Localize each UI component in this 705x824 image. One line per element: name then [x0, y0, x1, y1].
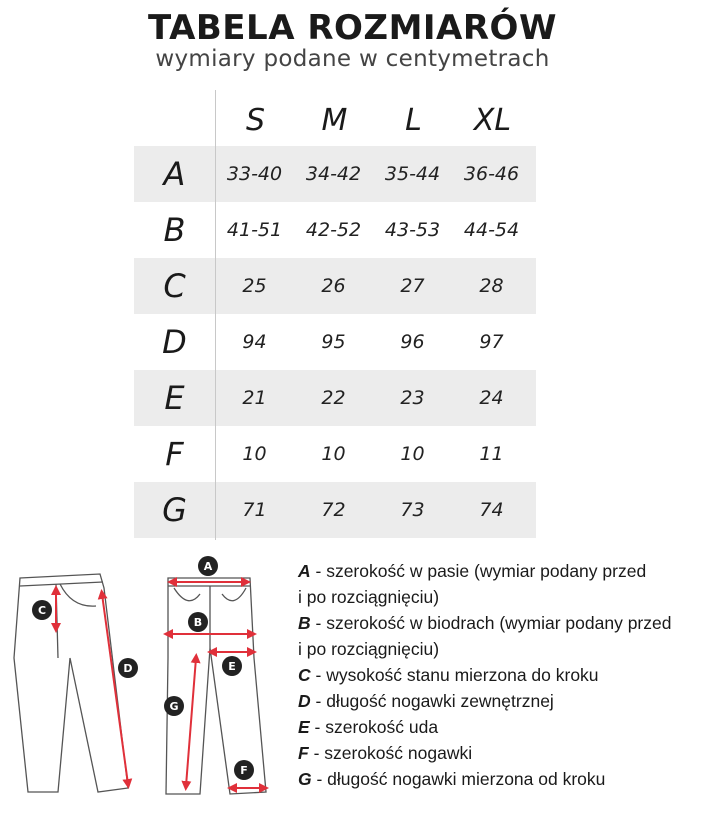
table-row: [134, 202, 536, 258]
table-cell: 36-46: [463, 163, 520, 185]
measurement-legend: [298, 558, 705, 792]
legend-item-g: G - długość nogawki mierzona od kroku: [298, 769, 606, 789]
marker-e-label: E: [228, 660, 236, 673]
legend-item-b: B - szerokość w biodrach (wymiar podany przed: [298, 613, 672, 633]
legend-item-b-cont: i po rozciągnięciu): [298, 639, 440, 659]
pants-side-view: [14, 574, 128, 792]
table-cell: 95: [321, 331, 346, 353]
table-cell: 22: [321, 387, 346, 409]
marker-c-label: C: [37, 604, 47, 617]
table-cell: 43-53: [384, 219, 441, 241]
table-cell: 41-51: [226, 219, 283, 241]
size-header-m: M: [321, 103, 348, 138]
table-row: [134, 314, 536, 370]
legend-item-f: F - szerokość nogawki: [298, 743, 473, 763]
marker-a-label: A: [203, 560, 213, 573]
marker-d-label: D: [123, 662, 133, 675]
table-cell: 71: [242, 499, 267, 521]
page-subtitle: wymiary podane w centymetrach: [155, 46, 550, 72]
size-table: [134, 90, 536, 540]
row-label: A: [163, 155, 186, 193]
row-label: E: [164, 379, 185, 417]
size-header-row: [216, 94, 532, 148]
table-cell: 10: [321, 443, 346, 465]
marker-g-label: G: [169, 700, 179, 713]
row-label: G: [162, 491, 187, 529]
legend-item-d: D - długość nogawki zewnętrznej: [298, 691, 554, 711]
table-row: [134, 482, 536, 538]
row-label: F: [165, 435, 184, 473]
marker-b-label: B: [193, 616, 203, 629]
page-title: TABELA ROZMIARÓW: [148, 8, 557, 48]
row-label: C: [163, 267, 186, 305]
table-cell: 73: [400, 499, 425, 521]
table-cell: 21: [242, 387, 267, 409]
size-header-l: L: [405, 103, 422, 138]
legend-item-a-cont: i po rozciągnięciu): [298, 587, 440, 607]
table-cell: 34-42: [305, 163, 362, 185]
pants-diagram: [0, 548, 290, 818]
legend-item-a: A - szerokość w pasie (wymiar podany przed: [298, 561, 647, 581]
table-cell: 24: [479, 387, 504, 409]
table-cell: 25: [242, 275, 267, 297]
table-cell: 72: [321, 499, 346, 521]
table-cell: 44-54: [463, 219, 520, 241]
row-label: D: [162, 323, 187, 361]
table-cell: 96: [400, 331, 425, 353]
table-cell: 10: [242, 443, 267, 465]
table-cell: 26: [321, 275, 346, 297]
table-row: [134, 426, 536, 482]
table-cell: 97: [479, 331, 504, 353]
table-cell: 10: [400, 443, 425, 465]
table-divider: [215, 90, 216, 540]
table-cell: 42-52: [305, 219, 362, 241]
size-header-s: S: [245, 103, 266, 138]
table-cell: 11: [479, 443, 504, 465]
table-cell: 94: [242, 331, 267, 353]
table-cell: 23: [400, 387, 425, 409]
row-label: B: [163, 211, 186, 249]
marker-f-label: F: [240, 764, 248, 777]
legend-item-c: C - wysokość stanu mierzona do kroku: [298, 665, 599, 685]
table-cell: 74: [479, 499, 504, 521]
table-row: [134, 258, 536, 314]
table-cell: 28: [479, 275, 504, 297]
table-cell: 27: [400, 275, 425, 297]
table-row: [134, 146, 536, 202]
table-cell: 33-40: [226, 163, 283, 185]
size-header-xl: XL: [473, 103, 512, 138]
legend-item-e: E - szerokość uda: [298, 717, 439, 737]
table-row: [134, 370, 536, 426]
table-cell: 35-44: [384, 163, 441, 185]
pants-front-view: [166, 578, 266, 794]
